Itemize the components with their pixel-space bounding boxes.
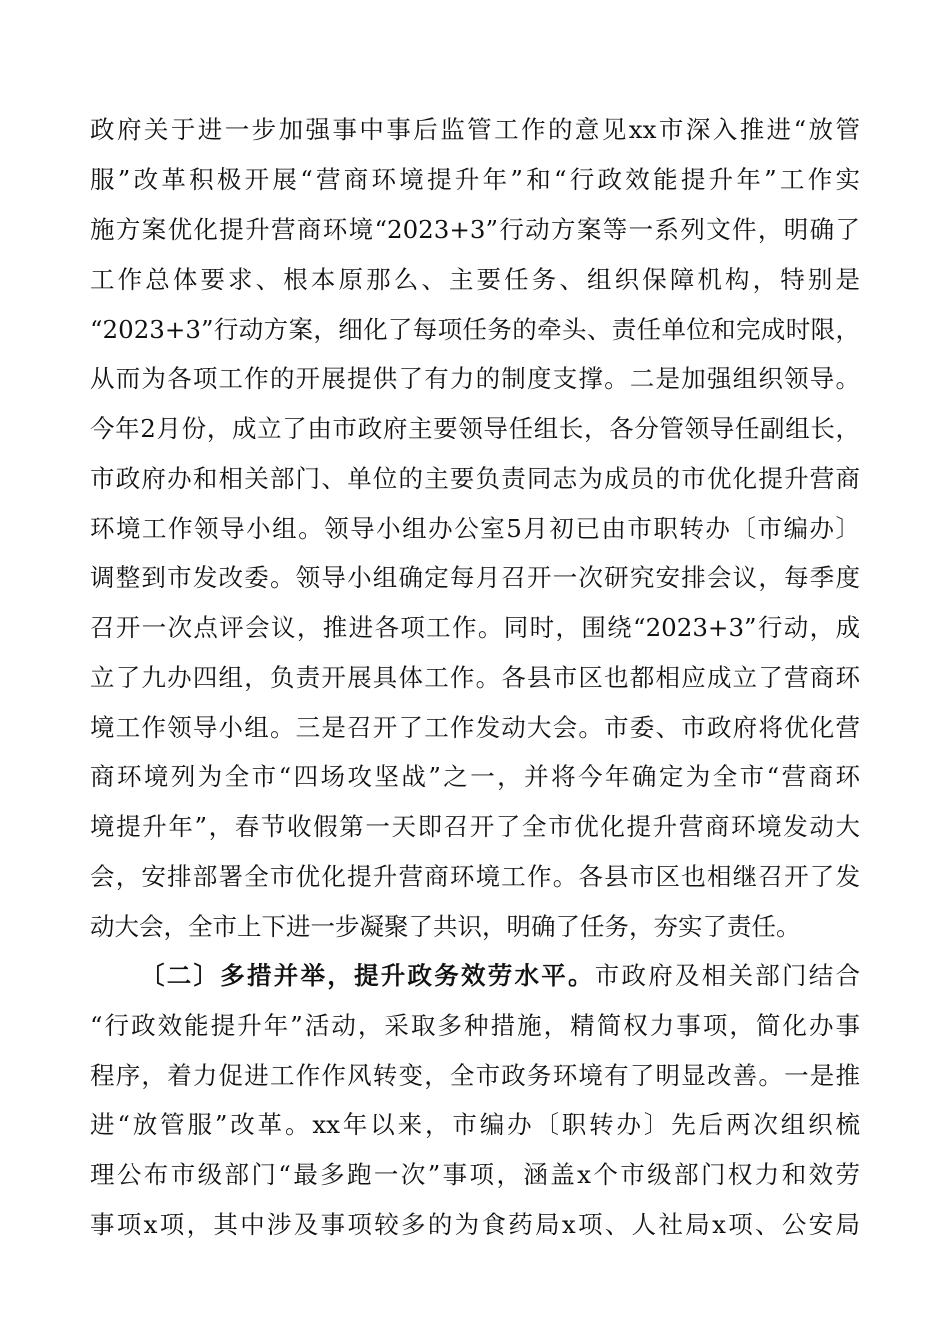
paragraph-line: 境工作领导小组。三是召开了工作发动大会。市委、市政府将优化营 (90, 713, 860, 742)
paragraph-line: 服”改革积极开展“营商环境提升年”和“行政效能提升年”工作实 (90, 165, 860, 194)
paragraph-line: 工作总体要求、根本原那么、主要任务、组织保障机构，特别是 (90, 265, 860, 294)
paragraph-line: 召开一次点评会议，推进各项工作。同时，围绕“2023+3”行动，成 (90, 613, 860, 642)
section-heading-rest: 市政府及相关部门结合 (594, 961, 860, 990)
paragraph-line: 商环境列为全市“四场攻坚战”之一，并将今年确定为全市“营商环 (90, 762, 860, 791)
paragraph-line: 环境工作领导小组。领导小组办公室5月初已由市职转办〔市编办〕 (90, 514, 860, 543)
paragraph-line: 进“放管服”改革。xx年以来，市编办〔职转办〕先后两次组织梳 (90, 1110, 860, 1139)
paragraph-line: 政府关于进一步加强事中事后监管工作的意见xx市深入推进“放管 (90, 115, 860, 144)
section-heading: 〔二〕多措并举，提升政务效劳水平。 (140, 961, 595, 990)
paragraph-line: 程序，着力促进工作作风转变，全市政务环境有了明显改善。一是推 (90, 1061, 860, 1090)
paragraph-line: 会，安排部署全市优化提升营商环境工作。各县市区也相继召开了发 (90, 862, 860, 891)
paragraph-line: 事项x项，其中涉及事项较多的为食药局x项、人社局x项、公安局 (90, 1210, 860, 1239)
paragraph-line: 立了九办四组，负责开展具体工作。各县市区也都相应成立了营商环 (90, 663, 860, 692)
paragraph-line: 动大会，全市上下进一步凝聚了共识，明确了任务，夯实了责任。 (90, 912, 801, 941)
paragraph-line: 理公布市级部门“最多跑一次”事项，涵盖x个市级部门权力和效劳 (90, 1160, 860, 1189)
paragraph-line: “2023+3”行动方案，细化了每项任务的牵头、责任单位和完成时限， (90, 315, 860, 344)
paragraph-line: 从而为各项工作的开展提供了有力的制度支撑。二是加强组织领导。 (90, 364, 860, 393)
paragraph-line: 市政府办和相关部门、单位的主要负责同志为成员的市优化提升营商 (90, 464, 860, 493)
paragraph-line: “行政效能提升年”活动，采取多种措施，精简权力事项，简化办事 (90, 1011, 860, 1040)
paragraph-line: 境提升年”，春节收假第一天即召开了全市优化提升营商环境发动大 (90, 812, 860, 841)
section-heading-line (140, 956, 860, 996)
paragraph-line: 今年2月份，成立了由市政府主要领导任组长，各分管领导任副组长， (90, 414, 860, 443)
paragraph-line: 调整到市发改委。领导小组确定每月召开一次研究安排会议，每季度 (90, 563, 860, 592)
paragraph-line: 施方案优化提升营商环境“2023+3”行动方案等一系列文件，明确了 (90, 215, 860, 244)
